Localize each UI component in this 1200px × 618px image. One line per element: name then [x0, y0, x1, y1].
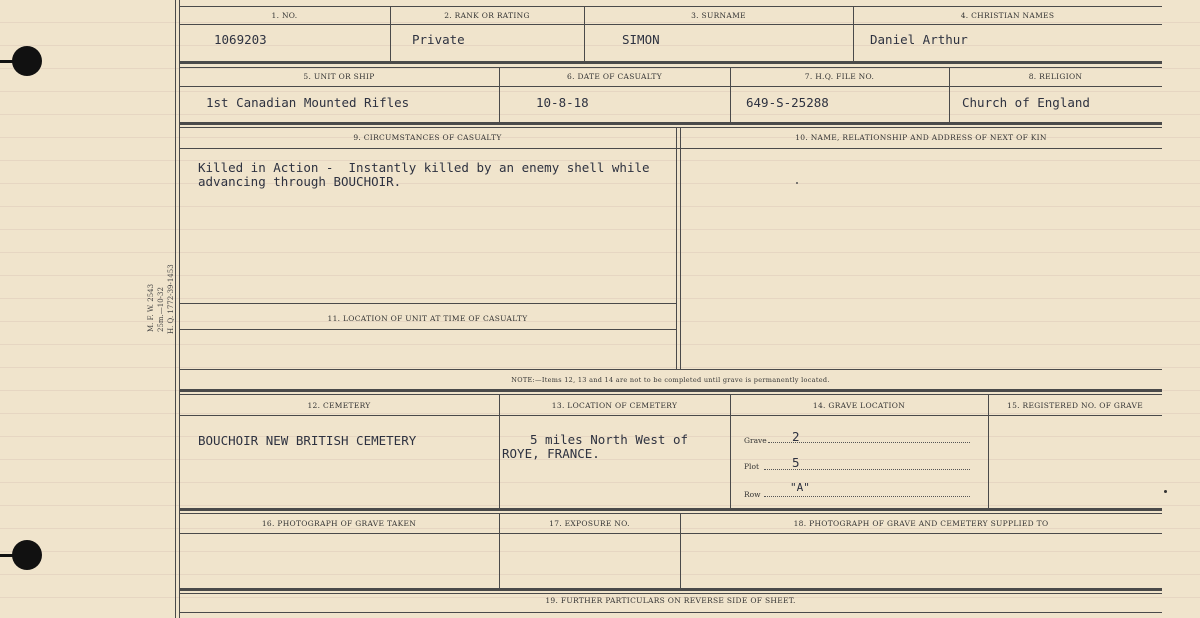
label-next-of-kin: 10. NAME, RELATIONSHIP AND ADDRESS OF NEXT OF KIN — [795, 133, 1047, 142]
label-date-casualty: 6. DATE OF CASUALTY — [567, 72, 662, 81]
label-location-cemetery: 13. LOCATION OF CEMETERY — [551, 401, 678, 410]
note-text: NOTE:—Items 12, 13 and 14 are not to be completed until grave is permanently located. — [511, 376, 830, 384]
value-grave: 2 — [792, 429, 800, 444]
ink-speck — [1164, 490, 1167, 493]
label-plot: Plot — [744, 462, 759, 471]
value-hq-file: 649-S-25288 — [746, 95, 829, 110]
value-circumstances-line1: Killed in Action - Instantly killed by an enemy shell while — [198, 160, 650, 175]
punch-hole-bottom-stem — [0, 554, 20, 557]
label-photo-taken: 16. PHOTOGRAPH OF GRAVE TAKEN — [261, 519, 417, 528]
value-location-cemetery-line1: 5 miles North West of — [530, 432, 689, 447]
label-row: Row — [744, 490, 761, 499]
label-photo-supplied: 18. PHOTOGRAPH OF GRAVE AND CEMETERY SUPPLIED TO — [793, 519, 1049, 528]
side-print-3: H. Q. 1772-39-1453 — [167, 264, 175, 334]
value-date-casualty: 10-8-18 — [536, 95, 589, 110]
value-christian-names: Daniel Arthur — [870, 32, 968, 47]
label-location-unit: 11. LOCATION OF UNIT AT TIME OF CASUALTY — [327, 314, 528, 323]
side-print-2: 25m.—10-32 — [157, 287, 165, 332]
label-surname: 3. SURNAME — [691, 11, 746, 20]
label-circumstances: 9. CIRCUMSTANCES OF CASUALTY — [353, 133, 502, 142]
label-rank: 2. RANK OR RATING — [444, 11, 530, 20]
side-print-1: M. F. W. 2543 — [147, 283, 155, 332]
label-unit: 5. UNIT OR SHIP — [303, 72, 375, 81]
label-grave-location: 14. GRAVE LOCATION — [812, 401, 906, 410]
value-no: 1069203 — [214, 32, 267, 47]
label-registered-no: 15. REGISTERED NO. OF GRAVE — [1007, 401, 1143, 410]
value-religion: Church of England — [962, 95, 1090, 110]
value-plot: 5 — [792, 455, 800, 470]
value-surname: SIMON — [622, 32, 660, 47]
punch-hole-top-stem — [0, 60, 20, 63]
value-circumstances-line2: advancing through BOUCHOIR. — [198, 174, 402, 189]
value-location-cemetery-line2: ROYE, FRANCE. — [502, 446, 600, 461]
ink-speck — [796, 182, 798, 184]
label-religion: 8. RELIGION — [1028, 72, 1083, 81]
value-unit: 1st Canadian Mounted Rifles — [206, 95, 410, 110]
label-grave: Grave — [744, 436, 767, 445]
value-rank: Private — [412, 32, 465, 47]
value-row: "A" — [790, 481, 810, 494]
label-exposure: 17. EXPOSURE NO. — [549, 519, 630, 528]
label-christian-names: 4. CHRISTIAN NAMES — [960, 11, 1055, 20]
label-cemetery: 12. CEMETERY — [307, 401, 371, 410]
label-no: 1. NO. — [271, 11, 298, 20]
label-hq-file: 7. H.Q. FILE NO. — [804, 72, 875, 81]
value-cemetery: BOUCHOIR NEW BRITISH CEMETERY — [198, 433, 417, 448]
label-further: 19. FURTHER PARTICULARS ON REVERSE SIDE OF SHEET. — [545, 596, 796, 605]
